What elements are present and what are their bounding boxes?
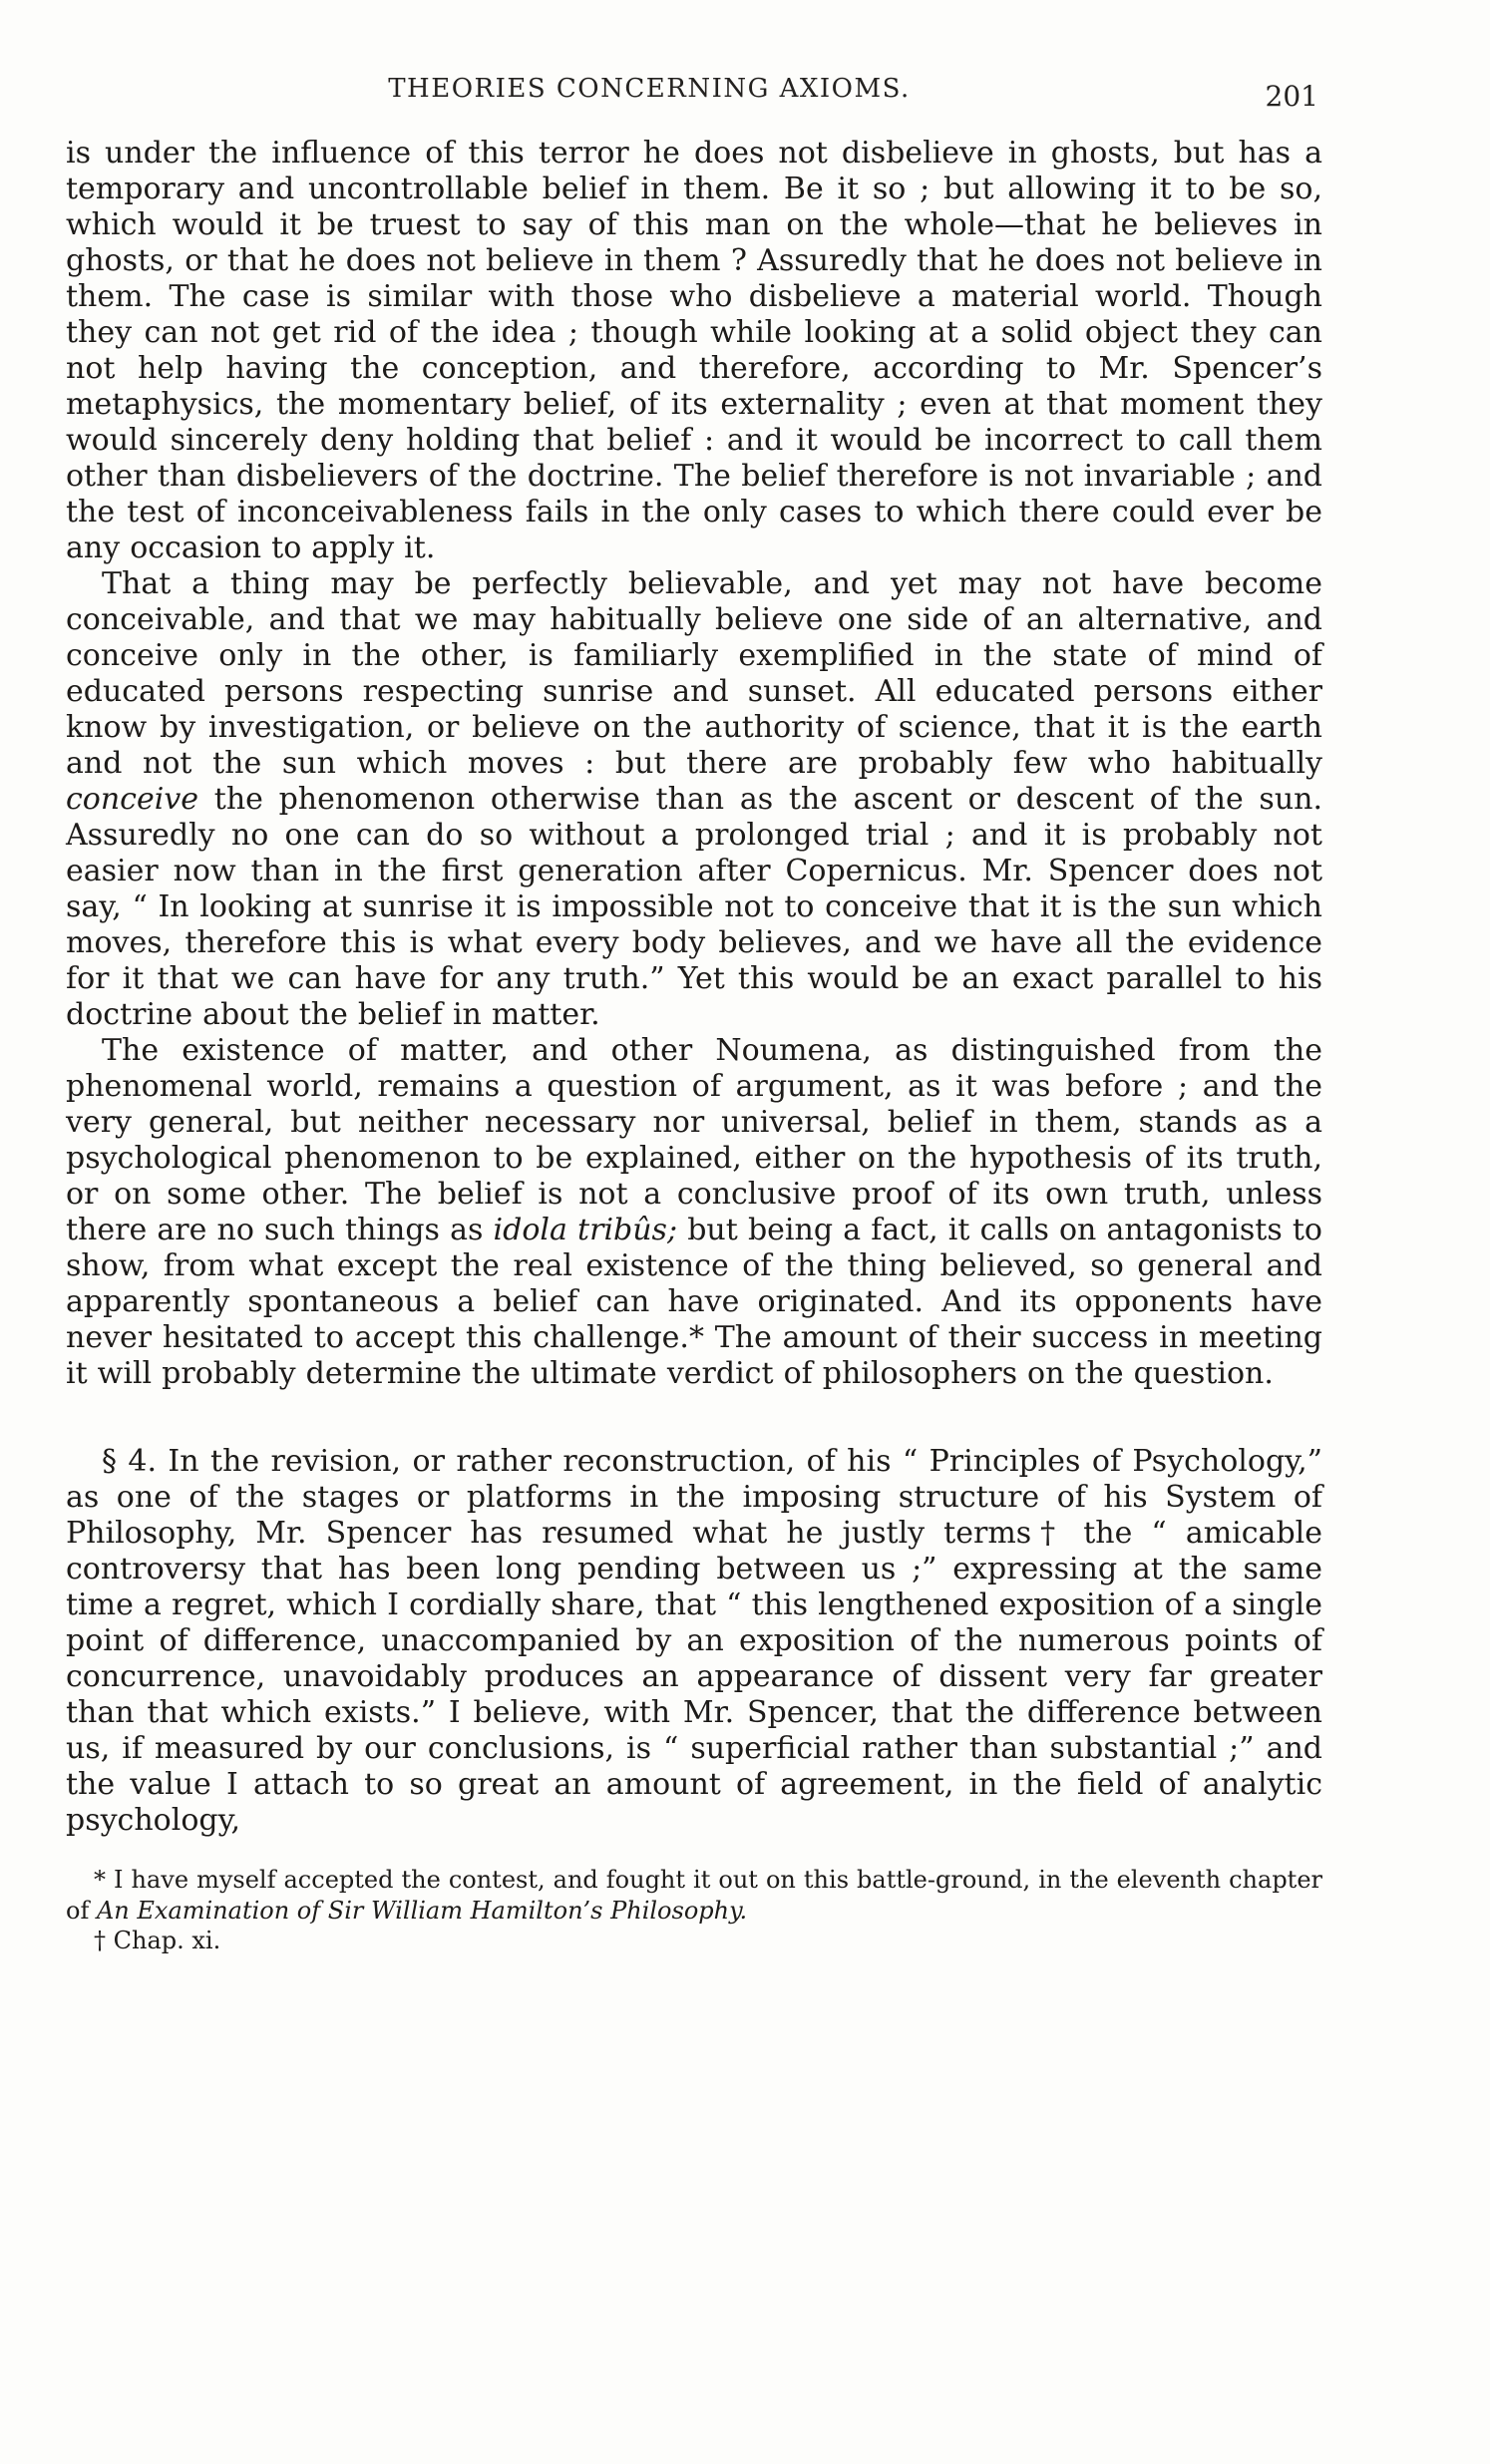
text-run: That a thing may be perfectly believable, and yet may not have become conceivable, and that we may habitually believe one side of an alternative, and conceive only in the other, is familiarly exemplified in the state of mind of educated persons respecting sunrise and sunset. All educated persons either know by investigation, or believe on the authority of science, that it is the earth and not the sun which moves : but there are probably few who habitually — [66, 566, 1322, 781]
footnotes — [66, 1865, 1322, 1956]
italic-text-run: conceive — [66, 782, 199, 817]
footnote-2 — [66, 1926, 1322, 1956]
text-run: The existence of matter, and other Noumena, as distinguished from the phenomenal world, remains a question of argument, as it was before ; and the very general, but neither necessary nor universal, belief in them, stands as a psychological phenomenon to be explained, either on the hypothesis of its truth, or on some other. The belief is not a conclusive proof of its own truth, unless there are no such things as — [66, 1033, 1322, 1247]
text-run: is under the influence of this terror he does not disbelieve in ghosts, but has a temporary and uncontrollable belief in them. Be it so ; but allowing it to be so, which would it be truest to say of this man on the whole—that he believes in ghosts, or that he does not believe in them ? Assuredly that he does not believe in them. The case is similar with those who disbelieve a material world. Though they can not get rid of the idea ; though while looking at a solid object they can not help having the conception, and therefore, according to Mr. Spencer’s metaphysics, the momentary belief, of its externality ; even at that moment they would sincerely deny holding that belief : and it would be incorrect to call them other than disbelievers of the doctrine. The belief therefore is not invariable ; and the test of inconceivableness fails in the only cases to which there could ever be any occasion to apply it. — [66, 136, 1322, 565]
text-run: the phenomenon otherwise than as the ascent or descent of the sun. Assuredly no one can do so without a prolonged trial ; and it is probably not easier now than in the first generation after Copernicus. Mr. Spencer does not say, “ In looking at sunrise it is impossible not to conceive that it is the sun which moves, therefore this is what every body believes, and we have all the evidence for it that we can have for any truth.” Yet this would be an exact parallel to his doctrine about the belief in matter. — [66, 782, 1322, 1032]
page-number: 201 — [1265, 80, 1318, 113]
text-run: † Chap. xi. — [94, 1927, 221, 1954]
body-paragraph-1 — [66, 136, 1322, 566]
text-run: but being a fact, it calls on antagonists to show, from what except the real existence of the thing believed, so general and apparently spontaneous a belief can have originated. And its opponents have never hesitated to accept this challenge.* The amount of their success in meeting it will probably determine the ultimate verdict of philosophers on the question. — [66, 1213, 1322, 1391]
section-4-paragraph — [66, 1444, 1322, 1839]
running-header — [66, 74, 1322, 118]
running-header-title: THEORIES CONCERNING AXIOMS. — [388, 74, 911, 104]
body-text — [66, 136, 1322, 1839]
page-content — [66, 74, 1322, 1956]
body-paragraph-3 — [66, 1033, 1322, 1392]
italic-text-run: An Examination of Sir William Hamilton’s Philosophy. — [96, 1896, 748, 1925]
footnote-1 — [66, 1865, 1322, 1926]
text-run: § 4. In the revision, or rather reconstruction, of his “ Principles of Psychology,” as one of the stages or platforms in the imposing structure of his System of Philosophy, Mr. Spencer has resumed what he justly terms† the “ amicable controversy that has been long pending between us ;” expressing at the same time a regret, which I cordially share, that “ this lengthened exposition of a single point of difference, unaccompanied by an exposition of the numerous points of concurrence, unavoidably produces an appearance of dissent very far greater than that which exists.” I believe, with Mr. Spencer, that the difference between us, if measured by our conclusions, is “ superficial rather than substantial ;” and the value I attach to so great an amount of agreement, in the field of analytic psychology, — [66, 1444, 1322, 1838]
italic-text-run: idola tribûs; — [493, 1213, 678, 1247]
text-run: * I have myself accepted the contest, and fought it out on this battle-ground, in the eleventh chapter of — [66, 1866, 1322, 1925]
body-paragraph-2 — [66, 566, 1322, 1033]
